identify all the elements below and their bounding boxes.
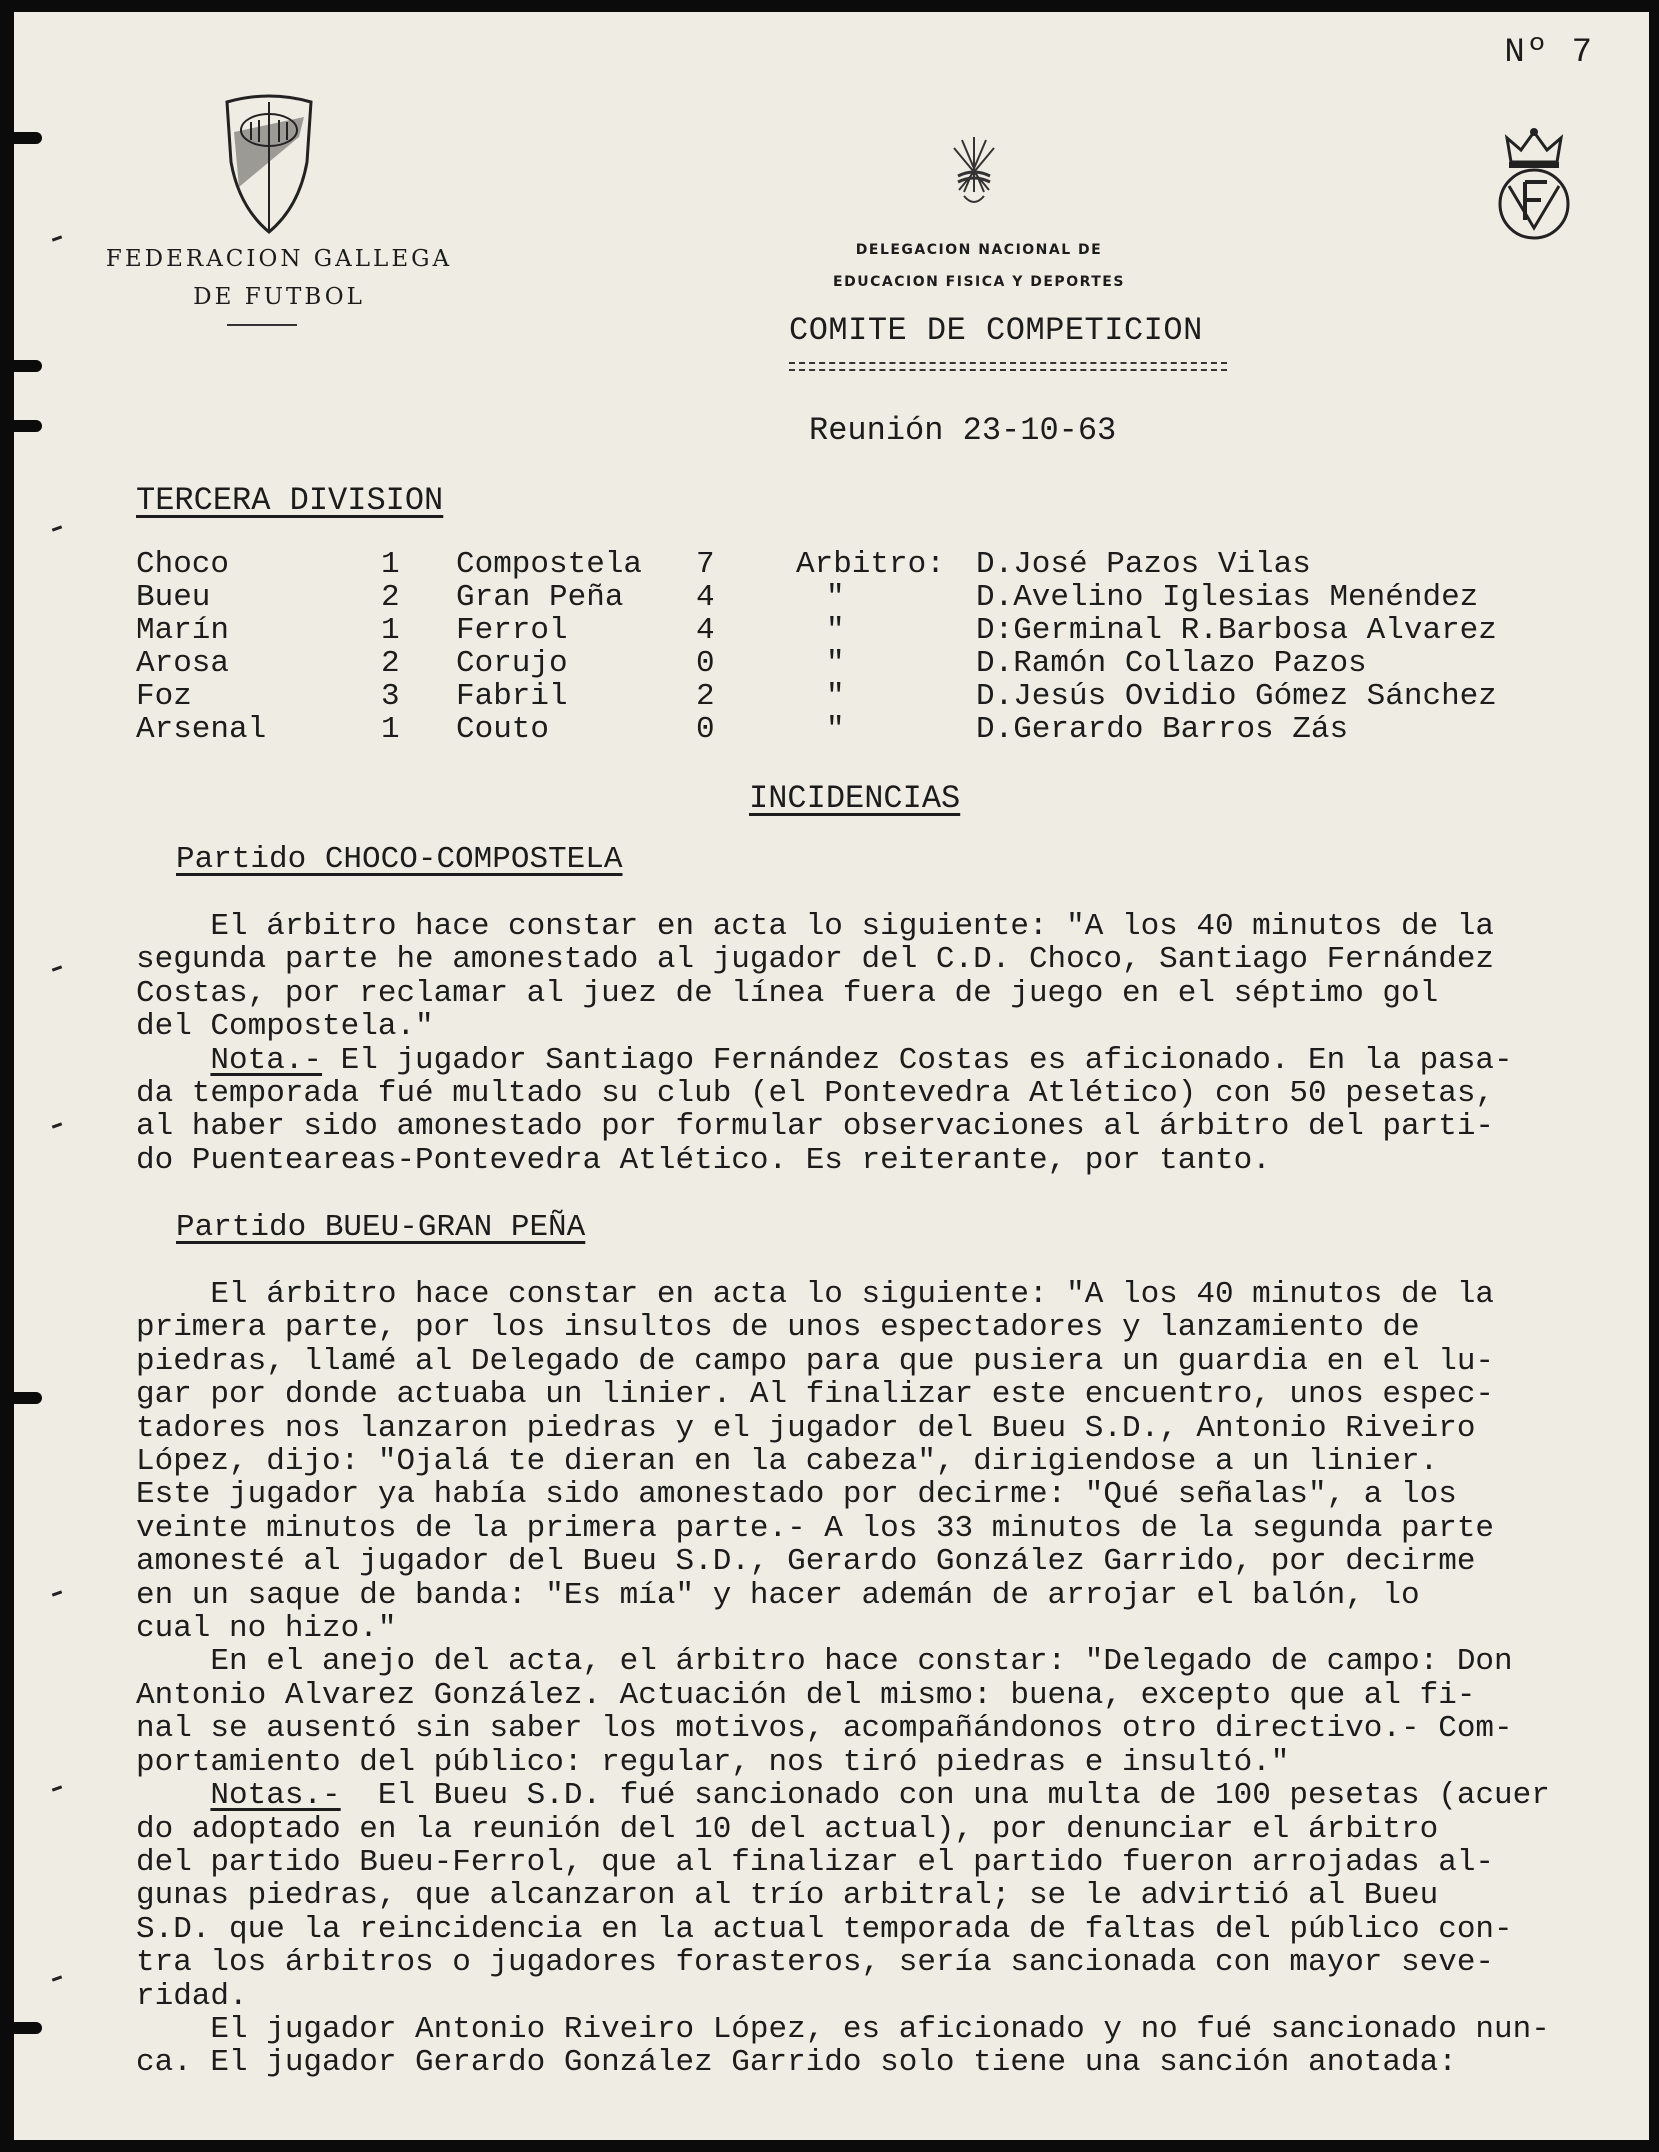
referee-label: " — [826, 646, 845, 681]
home-goals: 1 — [381, 547, 400, 582]
delegation-name — [799, 234, 1159, 298]
binder-mark — [52, 1975, 62, 1981]
binder-hole — [14, 420, 42, 432]
home-team: Arosa — [136, 646, 230, 681]
document-number: Nº 7 — [1504, 34, 1594, 72]
referee-label: " — [826, 613, 845, 648]
division-heading: TERCERA DIVISION — [136, 482, 444, 519]
binder-hole — [14, 1392, 42, 1404]
committee-title: COMITE DE COMPETICION — [789, 312, 1203, 349]
match-report-paragraph — [136, 1278, 1649, 2080]
referee-name: D:Germinal R.Barbosa Alvarez — [976, 613, 1497, 648]
match-report-paragraph — [136, 910, 1649, 1177]
binder-mark — [52, 525, 62, 531]
away-team: Ferrol — [456, 613, 568, 648]
home-goals: 2 — [381, 646, 400, 681]
referee-name: D.Ramón Collazo Pazos — [976, 646, 1367, 681]
match-heading: Partido CHOCO-COMPOSTELA — [176, 842, 623, 877]
away-goals: 4 — [696, 580, 715, 615]
home-team: Choco — [136, 547, 230, 582]
referee-name: D.Avelino Iglesias Menéndez — [976, 580, 1479, 615]
away-goals: 4 — [696, 613, 715, 648]
note-label: Nota.- — [210, 1042, 323, 1078]
federation-shield-logo — [219, 92, 319, 242]
home-goals: 1 — [381, 712, 400, 747]
away-goals: 7 — [696, 547, 715, 582]
away-team: Couto — [456, 712, 550, 747]
incidents-heading: INCIDENCIAS — [749, 780, 961, 817]
document-page — [14, 12, 1649, 2140]
crowned-fef-emblem — [1489, 124, 1579, 244]
double-rule — [789, 360, 1227, 374]
referee-name: D.Jesús Ovidio Gómez Sánchez — [976, 679, 1497, 714]
binder-mark — [52, 965, 62, 971]
note-label: Notas.- — [210, 1778, 341, 1814]
binder-mark — [52, 235, 62, 241]
divider — [227, 324, 297, 326]
binder-hole — [14, 132, 42, 144]
home-team: Bueu — [136, 580, 211, 615]
delegation-name-line: EDUCACION FISICA Y DEPORTES — [833, 274, 1125, 290]
away-goals: 2 — [696, 679, 715, 714]
away-goals: 0 — [696, 646, 715, 681]
home-team: Marín — [136, 613, 230, 648]
home-team: Arsenal — [136, 712, 267, 747]
home-goals: 1 — [381, 613, 400, 648]
home-goals: 2 — [381, 580, 400, 615]
note-text: El jugador Santiago Fernández Costas es aficionado. En la pasa- da temporada fué multado su club (el Pontevedra Atlético) con 50 pesetas, al haber sido amonestado por formular observaciones al árbitro del parti- do Puenteareas-Pontevedra Atlético. Es reiterante, por tanto. — [136, 1042, 1513, 1178]
referee-label: Arbitro: — [796, 547, 945, 582]
away-goals: 0 — [696, 712, 715, 747]
delegation-name-line: DELEGACION NACIONAL DE — [855, 242, 1103, 258]
meeting-date: Reunión 23-10-63 — [809, 412, 1117, 449]
binder-mark — [52, 1590, 62, 1596]
note-text: El Bueu S.D. fué sancionado con una multa de 100 pesetas (acuer do adoptado en la reunión del 10 del actual), por denunciar el árbitro del partido Bueu-Ferrol, que al finalizar el partido fueron arrojadas al- gunas piedras, que alcanzaron al trío arbitral; se le advirtió al Bueu S.D. que la reincidencia en la actual temporada de faltas del público con- tra los árbitros o jugadores forasteros, sería sancionada con mayor seve- ridad. El jugador Antonio Riveiro López, es aficionado y no fué sancionado nun- ca. El jugador Gerardo González Garrido solo tiene una sanción anotada: — [136, 1778, 1550, 2081]
report-text: El árbitro hace constar en acta lo siguiente: "A los 40 minutos de la segunda parte he amonestado al jugador del C.D. Choco, Santiago Fernández Costas, por reclamar al juez de línea fuera de juego en el séptimo gol del Compostela." — [136, 909, 1495, 1045]
report-text: El árbitro hace constar en acta lo siguiente: "A los 40 minutos de la primera parte, por los insultos de unos espectadores y lanzamiento de piedras, llamé al Delegado de campo para que pusiera un guardia en el lu- gar por donde actuaba un linier. Al finalizar este encuentro, unos espec- tadores nos lanzaron piedras y el jugador del Bueu S.D., Antonio Riveiro López, dijo: "Ojalá te dieran en la cabeza", dirigiendose a un linier. Este jugador ya había sido amonestado por decirme: "Qué señalas", a los veinte minutos de la primera parte.- A los 33 minutos de la segunda parte amonesté al jugador del Bueu S.D., Gerardo González Garrido, por decirme en un saque de banda: "Es mía" y hacer ademán de arrojar el balón, lo cual no hizo." En el anejo del acta, el árbitro hace constar: "Delegado de campo: Don Antonio Alvarez González. Actuación del mismo: buena, excepto que al fi- nal se ausentó sin saber los motivos, acompañándonos otro directivo.- Com- portamiento del público: regular, nos tiró piedras e insultó." — [136, 1277, 1513, 1780]
away-team: Fabril — [456, 679, 568, 714]
federation-name-line: FEDERACION GALLEGA — [105, 246, 453, 272]
binder-hole — [14, 360, 42, 372]
federation-name-line: DE FUTBOL — [193, 284, 365, 310]
federation-name — [94, 240, 464, 316]
match-heading: Partido BUEU-GRAN PEÑA — [176, 1210, 586, 1245]
binder-mark — [52, 1785, 62, 1791]
binder-hole — [14, 2022, 42, 2034]
yoke-and-arrows-emblem — [944, 132, 1004, 212]
referee-label: " — [826, 679, 845, 714]
referee-name: D.José Pazos Vilas — [976, 547, 1311, 582]
referee-label: " — [826, 712, 845, 747]
binder-mark — [52, 1122, 62, 1128]
away-team: Compostela — [456, 547, 643, 582]
referee-label: " — [826, 580, 845, 615]
home-goals: 3 — [381, 679, 400, 714]
home-team: Foz — [136, 679, 192, 714]
referee-name: D.Gerardo Barros Zás — [976, 712, 1349, 747]
away-team: Gran Peña — [456, 580, 624, 615]
away-team: Corujo — [456, 646, 568, 681]
